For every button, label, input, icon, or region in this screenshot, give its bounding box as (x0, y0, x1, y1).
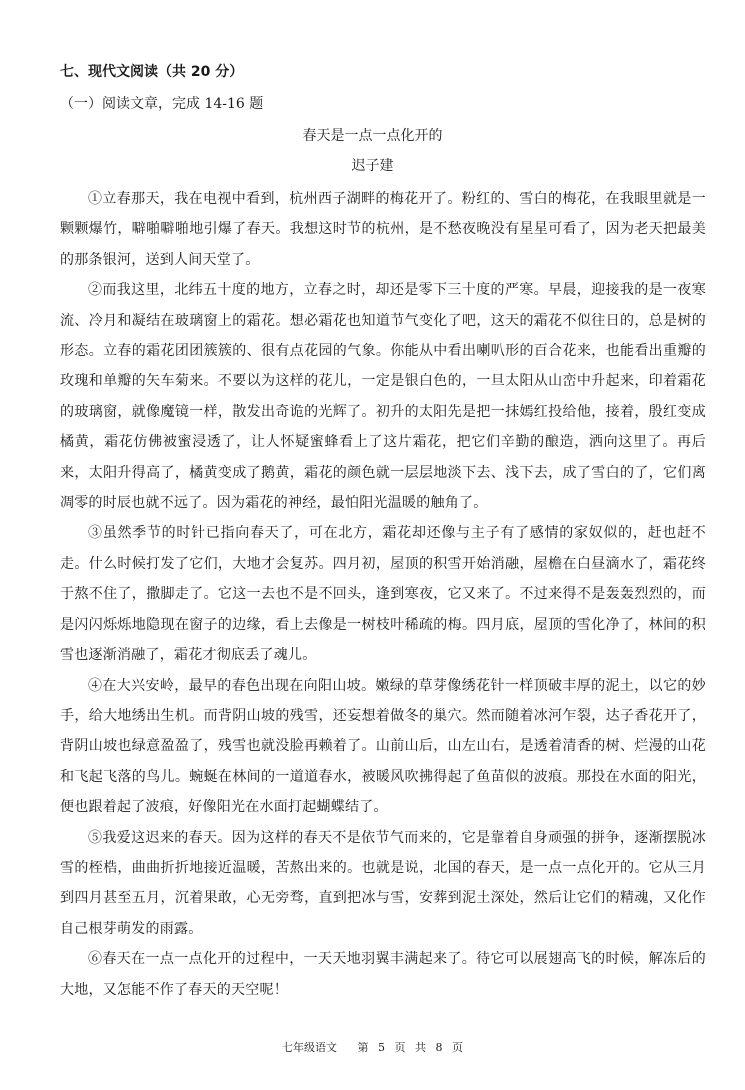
essay-author: 迟子建 (351, 158, 394, 174)
paragraph-5: ⑤我爱这迟来的春天。因为这样的春天不是依节气而来的，它是靠着自身顽强的拼争，逐渐摆脱冰雪的桎梏，曲曲折折地接近温暖，苦熬出来的。也就是说，北国的春天，是一点一点化开的。它从三月到四月甚至五月，沉着果敢，心无旁骛，直到把冰与雪，安葬到泥土深处，然后让它们的精魂，又化作自己根芽萌发的雨露。 (60, 829, 706, 937)
paragraph-6: ⑥春天在一点一点化开的过程中，一天天地羽翼丰满起来了。待它可以展翅高飞的时候，解冻后的大地，又怎能不作了春天的天空呢！ (60, 951, 706, 998)
page-footer: 七年级语文 第 5 页 共 8 页 (282, 1041, 463, 1054)
question-instruction: （一）阅读文章，完成 14-16 题 (60, 96, 264, 112)
paragraph-1: ①立春那天，我在电视中看到，杭州西子湖畔的梅花开了。粉红的、雪白的梅花，在我眼里就是一颗颗爆竹，噼啪噼啪地引爆了春天。我想这时节的杭州，是不愁夜晚没有星星可看了，因为老天把最美的那条银河，送到人间天堂了。 (60, 191, 706, 268)
section-title: 七、现代文阅读（共 20 分） (60, 64, 244, 80)
paragraph-2: ②而我这里，北纬五十度的地方，立春之时，却还是零下三十度的严寒。早晨，迎接我的是一夜寒流、冷月和凝结在玻璃窗上的霜花。想必霜花也知道节气变化了吧，这天的霜花不似往日的，总是树的形态。立春的霜花团团簇簇的、很有点花园的气象。你能从中看出喇叭形的百合花来，也能看出重瓣的玫瑰和单瓣的矢车菊来。不要以为这样的花儿，一定是银白色的，一旦太阳从山峦中升起来，印着霜花的玻璃窗，就像魔镜一样，散发出奇诡的光辉了。初升的太阳先是把一抹嫣红投给他，接着，殷红变成橘黄，霜花仿佛被蜜浸透了，让人怀疑蜜蜂看上了这片霜花，把它们辛勤的酿造，洒向这里了。再后来，太阳升得高了，橘黄变成了鹅黄，霜花的颜色就一层层地淡下去、浅下去，成了雪白的了，它们离凋零的时辰也就不远了。因为霜花的神经，最怕阳光温暖的触角了。 (60, 282, 706, 512)
paragraph-3: ③虽然季节的时针已指向春天了，可在北方，霜花却还像与主子有了感情的家奴似的，赶也赶不走。什么时候打发了它们，大地才会复苏。四月初，屋顶的积雪开始消融，屋檐在白昼滴水了，霜花终于熬不住了，撒脚走了。它这一去也不是不回头，逢到寒夜，它又来了。不过来得不是轰轰烈烈的，而是闪闪烁烁地隐现在窗子的边缘，看上去像是一树枝叶稀疏的梅。四月底，屋顶的雪化净了，林间的积雪也逐渐消融了，霜花才彻底丢了魂儿。 (60, 525, 706, 664)
paragraph-4: ④在大兴安岭，最早的春色出现在向阳山坡。嫩绿的草芽像绣花针一样顶破丰厚的泥土，以它的妙手，给大地绣出生机。而背阴山坡的残雪，还妄想着做冬的巢穴。然而随着冰河乍裂，达子香花开了，背阴山坡也绿意盈盈了，残雪也就没脸再赖着了。山前山后，山左山右，是透着清香的树、烂漫的山花和飞起飞落的鸟儿。蜿蜒在林间的一道道春水，被暖风吹拂得起了鱼苗似的波痕。那投在水面的阳光，便也跟着起了波痕，好像阳光在水面打起蝴蝶结了。 (60, 677, 706, 816)
essay-title: 春天是一点一点化开的 (302, 128, 443, 144)
essay-body (60, 184, 706, 1005)
